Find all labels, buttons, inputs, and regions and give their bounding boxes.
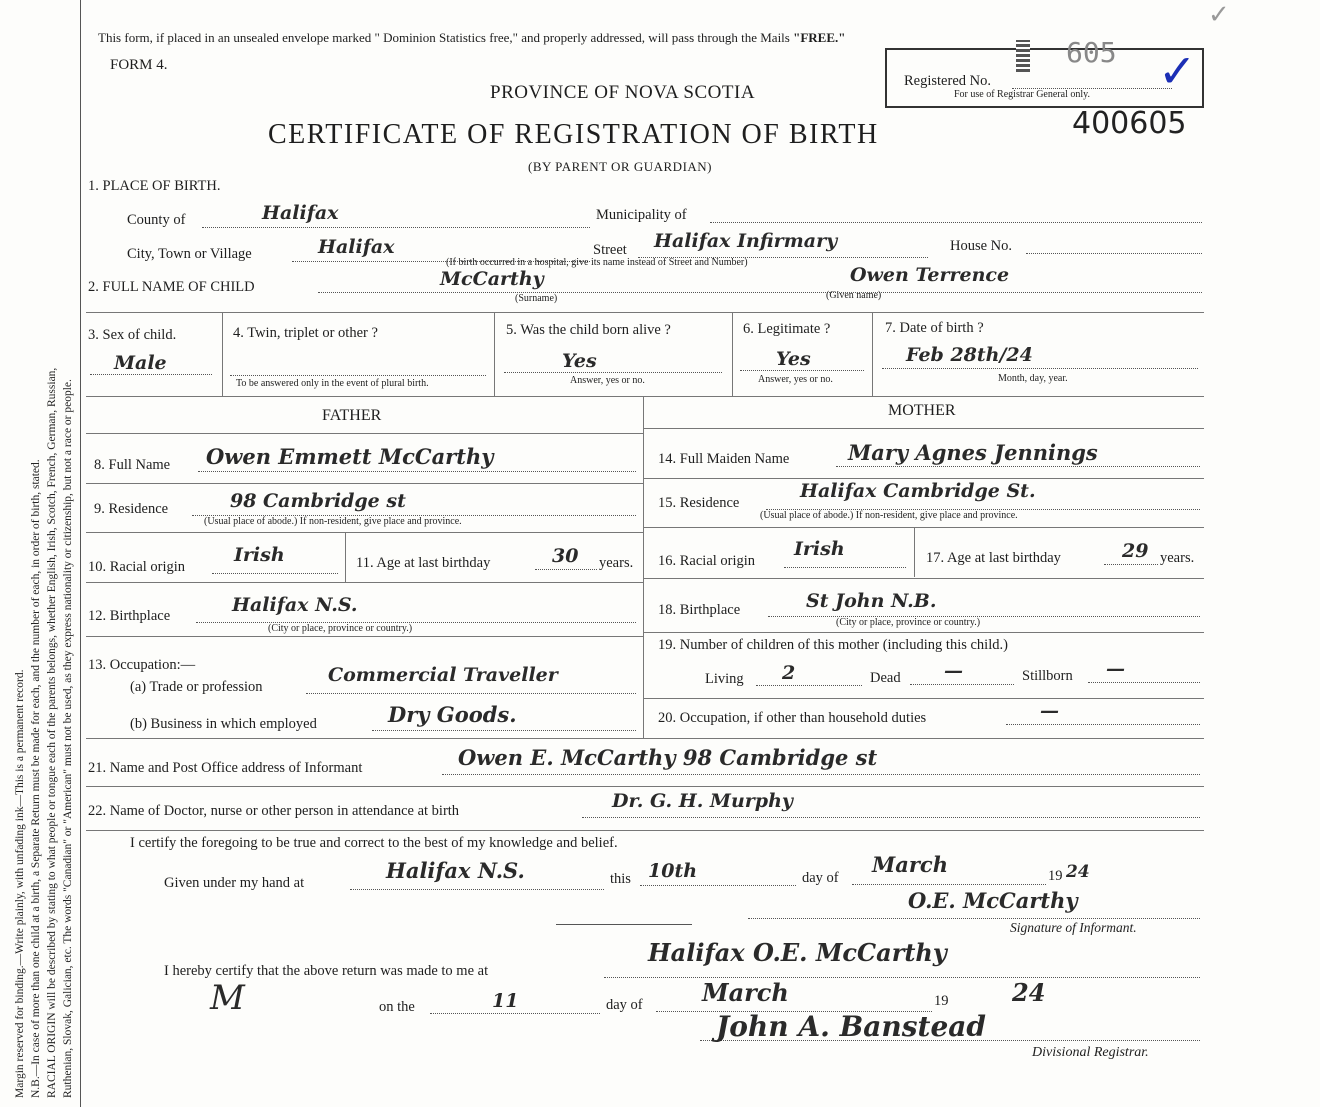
registrar-place-value: Halifax O.E. McCarthy xyxy=(648,938,947,967)
this-line xyxy=(640,885,796,886)
county-line xyxy=(202,227,590,228)
hospital-note: (If birth occurred in a hospital, give its name instead of Street and Number) xyxy=(446,257,748,268)
registrar-statement: I hereby certify that the above return was made to me at xyxy=(164,963,489,979)
row3-top-rule xyxy=(86,312,1204,313)
city-value: Halifax xyxy=(318,236,395,258)
registrar-signature: John A. Banstead xyxy=(716,1010,987,1043)
mother-birthplace-label: 18. Birthplace xyxy=(658,602,741,618)
mother-heading: MOTHER xyxy=(888,402,956,419)
father-birthplace-label: 12. Birthplace xyxy=(88,608,171,624)
mother-name-line xyxy=(836,466,1200,467)
stillborn-label: Stillborn xyxy=(1022,668,1073,684)
twin-line xyxy=(230,375,486,376)
mother-children-rule xyxy=(643,698,1204,699)
father-business-label: (b) Business in which employed xyxy=(130,716,317,732)
certify-divider xyxy=(556,924,692,925)
father-trade-line xyxy=(306,693,636,694)
father-birthplace-note: (City or place, province or country.) xyxy=(268,623,413,634)
mother-birthplace-line xyxy=(768,616,1200,617)
registrar-year-value: 24 xyxy=(1012,978,1046,1007)
alive-line xyxy=(504,372,722,373)
father-business-value: Dry Goods. xyxy=(388,702,517,727)
father-birthplace-value: Halifax N.S. xyxy=(232,594,358,616)
stillborn-line xyxy=(1088,682,1200,683)
parents-header-rule-right xyxy=(643,428,1204,429)
mother-race-value: Irish xyxy=(794,538,845,560)
informant-signature-caption: Signature of Informant. xyxy=(1010,920,1137,935)
doctor-value: Dr. G. H. Murphy xyxy=(612,790,793,812)
mother-birthplace-rule xyxy=(643,632,1204,633)
mother-residence-rule xyxy=(643,527,1204,528)
sex-line xyxy=(90,374,212,375)
child-name-label: 2. FULL NAME OF CHILD xyxy=(88,279,255,295)
given-place-line xyxy=(350,889,604,890)
father-occupation-label: 13. Occupation:— xyxy=(88,657,196,673)
certificate-title: CERTIFICATE OF REGISTRATION OF BIRTH xyxy=(268,119,879,150)
father-age-label: 11. Age at last birthday xyxy=(356,555,491,571)
father-race-label: 10. Racial origin xyxy=(88,559,186,575)
mother-race-divider xyxy=(914,527,915,577)
father-name-label: 8. Full Name xyxy=(94,457,171,473)
mother-age-label: 17. Age at last birthday xyxy=(926,550,1061,566)
dob-label: 7. Date of birth ? xyxy=(885,320,984,336)
legitimate-value: Yes xyxy=(776,348,811,370)
this-label: this xyxy=(610,871,631,887)
dob-note: Month, day, year. xyxy=(998,373,1068,384)
father-race-rule xyxy=(86,582,643,583)
county-value: Halifax xyxy=(262,202,339,224)
row3-divider-1 xyxy=(222,312,223,396)
legitimate-line xyxy=(740,370,864,371)
alive-value: Yes xyxy=(562,350,597,372)
living-line xyxy=(756,685,862,686)
mother-birthplace-note: (City or place, province or country.) xyxy=(836,617,981,628)
row3-divider-4 xyxy=(872,312,873,396)
check-mark-top: ✓ xyxy=(1208,0,1230,29)
parents-bottom-rule xyxy=(86,738,1204,739)
given-name-caption: (Given name) xyxy=(826,290,882,301)
dead-value: — xyxy=(944,660,963,682)
mother-race-rule xyxy=(643,578,1204,579)
county-label: County of xyxy=(127,212,186,228)
father-trade-label: (a) Trade or profession xyxy=(130,679,263,695)
child-name-line xyxy=(318,292,1202,293)
registrar-day-of-label: day of xyxy=(606,997,643,1013)
informant-label: 21. Name and Post Office address of Informant xyxy=(88,760,363,776)
father-heading: FATHER xyxy=(322,407,382,424)
twin-note: To be answered only in the event of plural birth. xyxy=(236,378,429,389)
surname-caption: (Surname) xyxy=(515,293,558,304)
alive-label: 5. Was the child born alive ? xyxy=(506,322,671,338)
registrar-signature-caption: Divisional Registrar. xyxy=(1032,1045,1149,1060)
informant-line xyxy=(442,774,1200,775)
mother-years-label: years. xyxy=(1160,550,1195,566)
given-month-line xyxy=(852,884,1046,885)
registered-no-label: Registered No. xyxy=(904,73,991,89)
free-label: "FREE." xyxy=(793,30,846,45)
registrar-year-prefix: 19 xyxy=(934,993,949,1009)
registrar-place-line xyxy=(604,977,1200,978)
mother-birthplace-value: St John N.B. xyxy=(806,590,937,612)
stamp-number: 605 xyxy=(1066,36,1117,69)
given-year-prefix: 19 xyxy=(1048,868,1063,884)
living-value: 2 xyxy=(782,662,796,684)
row3-divider-3 xyxy=(732,312,733,396)
mother-residence-note: (Usual place of abode.) If non-resident, give place and province. xyxy=(760,510,1018,521)
certificate-subtitle: (BY PARENT OR GUARDIAN) xyxy=(528,159,713,174)
margin-note-binding: Margin reserved for binding.—Write plainly, with unfading ink—This is a permanent record. xyxy=(14,669,26,1098)
parents-header-rule-left xyxy=(86,433,643,434)
margin-note-multiple-births: N.B.—In case of more than one child at a birth, a Separate Return must be made for each, and the number of each, in order of birth, stated. xyxy=(30,459,42,1098)
registrar-day-value: 11 xyxy=(492,990,519,1012)
certify-statement: I certify the foregoing to be true and correct to the best of my knowledge and belief. xyxy=(130,835,618,851)
dob-value: Feb 28th/24 xyxy=(906,344,1033,366)
father-residence-note: (Usual place of abode.) If non-resident, give place and province. xyxy=(204,516,462,527)
sex-label: 3. Sex of child. xyxy=(88,327,177,343)
given-place-value: Halifax N.S. xyxy=(386,858,525,883)
father-race-divider xyxy=(345,532,346,582)
registration-number: 400605 xyxy=(1072,106,1187,141)
mail-notice xyxy=(98,30,845,46)
twin-label: 4. Twin, triplet or other ? xyxy=(233,325,378,341)
legitimate-label: 6. Legitimate ? xyxy=(743,321,831,337)
margin-rule xyxy=(80,0,81,1107)
father-years-label: years. xyxy=(599,555,634,571)
row3-bottom-rule xyxy=(86,396,1204,397)
mother-occupation-label: 20. Occupation, if other than household duties xyxy=(658,710,927,726)
living-label: Living xyxy=(705,671,744,687)
mother-name-label: 14. Full Maiden Name xyxy=(658,451,790,467)
father-age-line xyxy=(535,569,597,570)
mother-race-label: 16. Racial origin xyxy=(658,553,756,569)
father-birthplace-line xyxy=(196,622,636,623)
check-mark-blue: ✓ xyxy=(1158,46,1197,97)
informant-rule xyxy=(86,786,1204,787)
place-of-birth-label: 1. PLACE OF BIRTH. xyxy=(88,178,221,194)
city-label: City, Town or Village xyxy=(127,246,252,262)
mother-occupation-line xyxy=(1006,724,1200,725)
informant-signature-line xyxy=(748,918,1200,919)
mother-residence-label: 15. Residence xyxy=(658,495,740,511)
father-residence-value: 98 Cambridge st xyxy=(230,490,406,512)
margin-note-nationality: Ruthenian, Slovak, Galician, etc. The words "Canadian" or "American" must not be used, as they express nationality or citizenship, but not a race or people. xyxy=(62,379,74,1098)
sex-value: Male xyxy=(114,352,167,374)
dead-line xyxy=(910,684,1014,685)
father-age-value: 30 xyxy=(552,545,579,567)
street-value: Halifax Infirmary xyxy=(654,230,838,252)
house-no-line xyxy=(1026,253,1202,254)
child-given-name: Owen Terrence xyxy=(850,264,1010,286)
given-day-of-label: day of xyxy=(802,870,839,886)
municipality-label: Municipality of xyxy=(596,207,687,223)
dead-label: Dead xyxy=(870,670,901,686)
parents-center-rule xyxy=(643,396,644,738)
doctor-label: 22. Name of Doctor, nurse or other person in attendance at birth xyxy=(88,803,460,819)
margin-note-racial-origin: RACIAL ORIGIN will be described by stating to what people or tongue each of the parents belongs, whether English, Irish, Scotch, French, German, Russian, xyxy=(46,367,58,1098)
mother-residence-value: Halifax Cambridge St. xyxy=(800,480,1036,502)
mother-age-value: 29 xyxy=(1122,540,1149,562)
father-race-value: Irish xyxy=(234,544,285,566)
father-business-line xyxy=(372,730,636,731)
province-heading: PROVINCE OF NOVA SCOTIA xyxy=(490,82,756,103)
registrar-day-line xyxy=(430,1013,600,1014)
mother-age-line xyxy=(1104,564,1158,565)
father-residence-label: 9. Residence xyxy=(94,501,169,517)
children-count-label: 19. Number of children of this mother (including this child.) xyxy=(658,637,1008,653)
father-name-line xyxy=(198,471,636,472)
stamp-mark xyxy=(1016,40,1030,72)
given-year-value: 24 xyxy=(1066,862,1090,882)
informant-signature: O.E. McCarthy xyxy=(908,888,1078,913)
registrar-initial-mark: M xyxy=(210,978,245,1018)
mother-name-rule xyxy=(643,478,1204,479)
this-day-value: 10th xyxy=(648,860,698,882)
father-race-line xyxy=(212,573,338,574)
doctor-rule xyxy=(86,830,1204,831)
mother-occupation-value: — xyxy=(1040,700,1059,722)
row3-divider-2 xyxy=(494,312,495,396)
registrar-use-note: For use of Registrar General only. xyxy=(954,89,1090,100)
father-name-rule xyxy=(86,483,643,484)
mother-name-value: Mary Agnes Jennings xyxy=(848,440,1098,465)
doctor-line xyxy=(582,817,1200,818)
registrar-month-value: March xyxy=(702,978,789,1007)
house-no-label: House No. xyxy=(950,238,1013,254)
informant-value: Owen E. McCarthy 98 Cambridge st xyxy=(458,745,878,770)
municipality-line xyxy=(710,222,1202,223)
given-under-label: Given under my hand at xyxy=(164,875,305,891)
mother-race-line xyxy=(784,567,906,568)
form-number: FORM 4. xyxy=(110,57,168,73)
father-birthplace-rule xyxy=(86,636,643,637)
father-name-value: Owen Emmett McCarthy xyxy=(206,444,494,469)
alive-note: Answer, yes or no. xyxy=(570,375,645,386)
street-label: Street xyxy=(593,242,627,258)
legitimate-note: Answer, yes or no. xyxy=(758,374,833,385)
mail-notice-text: This form, if placed in an unsealed envelope marked " Dominion Statistics free," and properly addressed, will pass through the Mails xyxy=(98,30,790,45)
child-surname: McCarthy xyxy=(440,268,544,290)
given-month-value: March xyxy=(872,852,948,877)
father-residence-rule xyxy=(86,532,643,533)
dob-line xyxy=(882,368,1198,369)
stillborn-value: — xyxy=(1106,658,1125,680)
registrar-on-the-label: on the xyxy=(379,999,415,1015)
father-trade-value: Commercial Traveller xyxy=(328,664,558,686)
